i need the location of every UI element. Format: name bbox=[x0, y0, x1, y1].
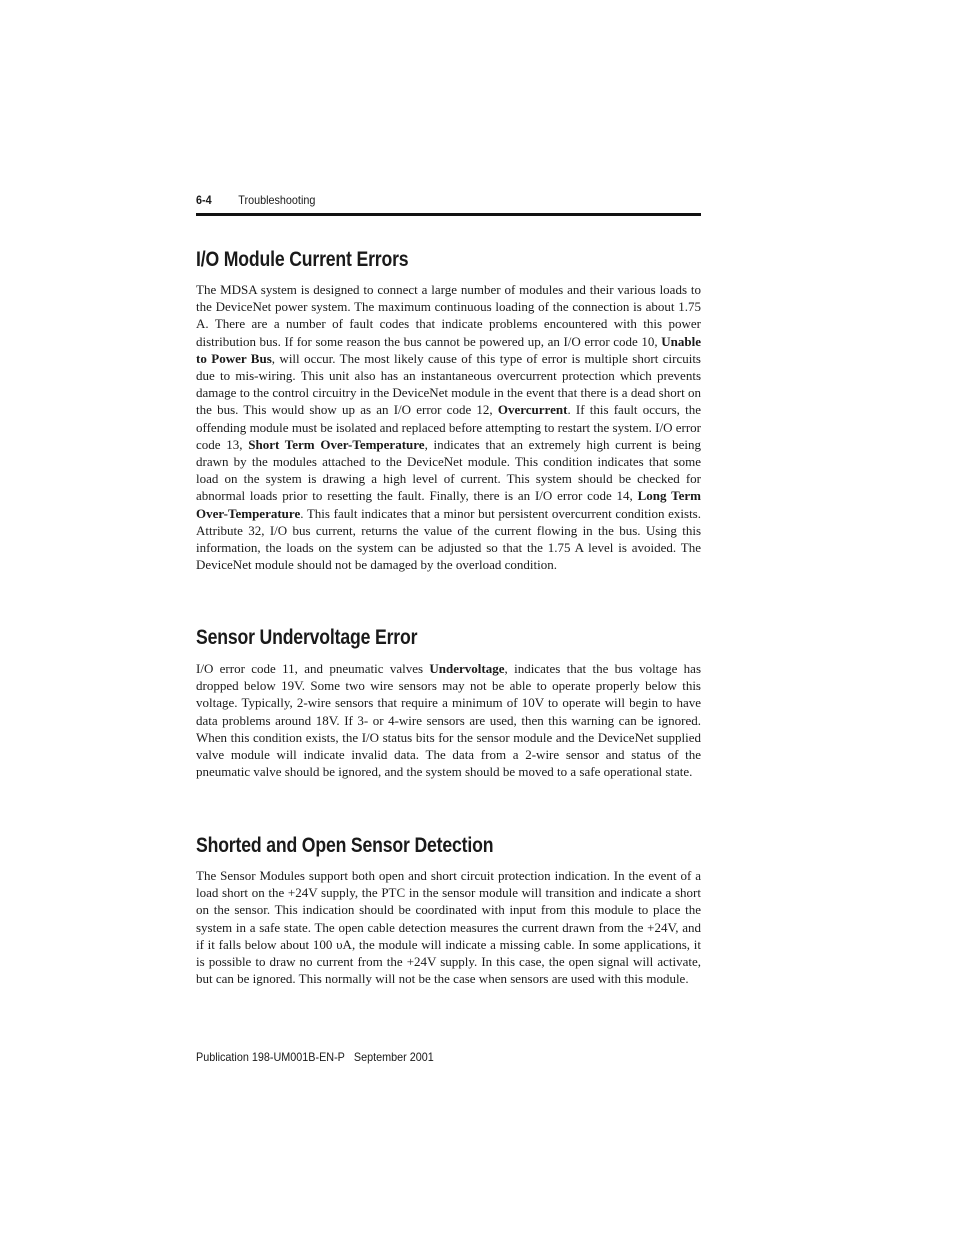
section-body-undervoltage: I/O error code 11, and pneumatic valves Undervoltage, indicates that the bus voltage has dropped below 19V. Some two wire sensors may not be able to operate properly below this voltage. Typically, 2-wire sensors that require a minimum of 10V to operate will begin to have data problems around 18V. If 3- or 4-wire sensors are used, then this warning can be ignored. When this condition exists, the I/O status bits for the sensor module and the DeviceNet supplied valve module will indicate invalid data. The data from a 2-wire sensor and status of the pneumatic valve should be ignored, and the system should be moved to a safe operational state. bbox=[196, 661, 702, 780]
page-number: 6-4 bbox=[196, 193, 212, 207]
running-header bbox=[196, 192, 651, 208]
header-rule bbox=[196, 213, 701, 216]
section-heading-undervoltage: Sensor Undervoltage Error bbox=[196, 626, 418, 649]
publication-date: September 2001 bbox=[353, 1050, 434, 1064]
running-section-title: Troubleshooting bbox=[238, 193, 316, 207]
section-heading-current-errors: I/O Module Current Errors bbox=[196, 248, 409, 271]
section-heading-sensor-detection: Shorted and Open Sensor Detection bbox=[196, 834, 494, 857]
publication-footer bbox=[196, 1049, 434, 1065]
publication-number: Publication 198-UM001B-EN-P bbox=[196, 1050, 345, 1064]
section-body-sensor-detection: The Sensor Modules support both open and short circuit protection indication. In the event of a load short on the +24V supply, the PTC in the sensor module will transition and indicate a short on the sensor. This indication should be coordinated with input from this module to place the system in a safe state. The open cable detection measures the current drawn from the +24V, and if it falls below about 100 υA, the module will indicate a missing cable. In some applications, it is possible to draw no current from the +24V supply. In this case, the open signal will activate, but can be ignored. This normally will not be the case when sensors are used with this module. bbox=[196, 868, 701, 987]
section-body-current-errors: The MDSA system is designed to connect a large number of modules and their various loads to the DeviceNet power system. The maximum continuous loading of the connection is about 1.75 A. There are a number of fault codes that indicate problems encountered with this power distribution bus. If for some reason the bus cannot be powered up, an I/O error code 10, Unable to Power Bus, will occur. The most likely cause of this type of error is multiple short circuits due to mis-wiring. This unit also has an instantaneous overcurrent protection which prevents damage to the control circuitry in the DeviceNet module in the event that there is a dead short on the bus. This would show up as an I/O error code 12, Overcurrent. If this fault occurs, the offending module must be isolated and replaced before attempting to restart the system. I/O error code 13, Short Term Over-Temperature, indicates that an extremely high current is being drawn by the modules attached to the DeviceNet module. This condition indicates that some load on the system is drawing a high level of current. This system should be checked for abnormal loads prior to resetting the fault. Finally, there is an I/O error code 14, Long Term Over-Temperature. This fault indicates that a minor but persistent overcurrent condition exists. Attribute 32, I/O bus current, returns the value of the current flowing in the bus. Using this information, the loads on the system can be adjusted so that the 1.75 A level is avoided. The DeviceNet module should not be damaged by the overload condition. bbox=[196, 282, 701, 573]
